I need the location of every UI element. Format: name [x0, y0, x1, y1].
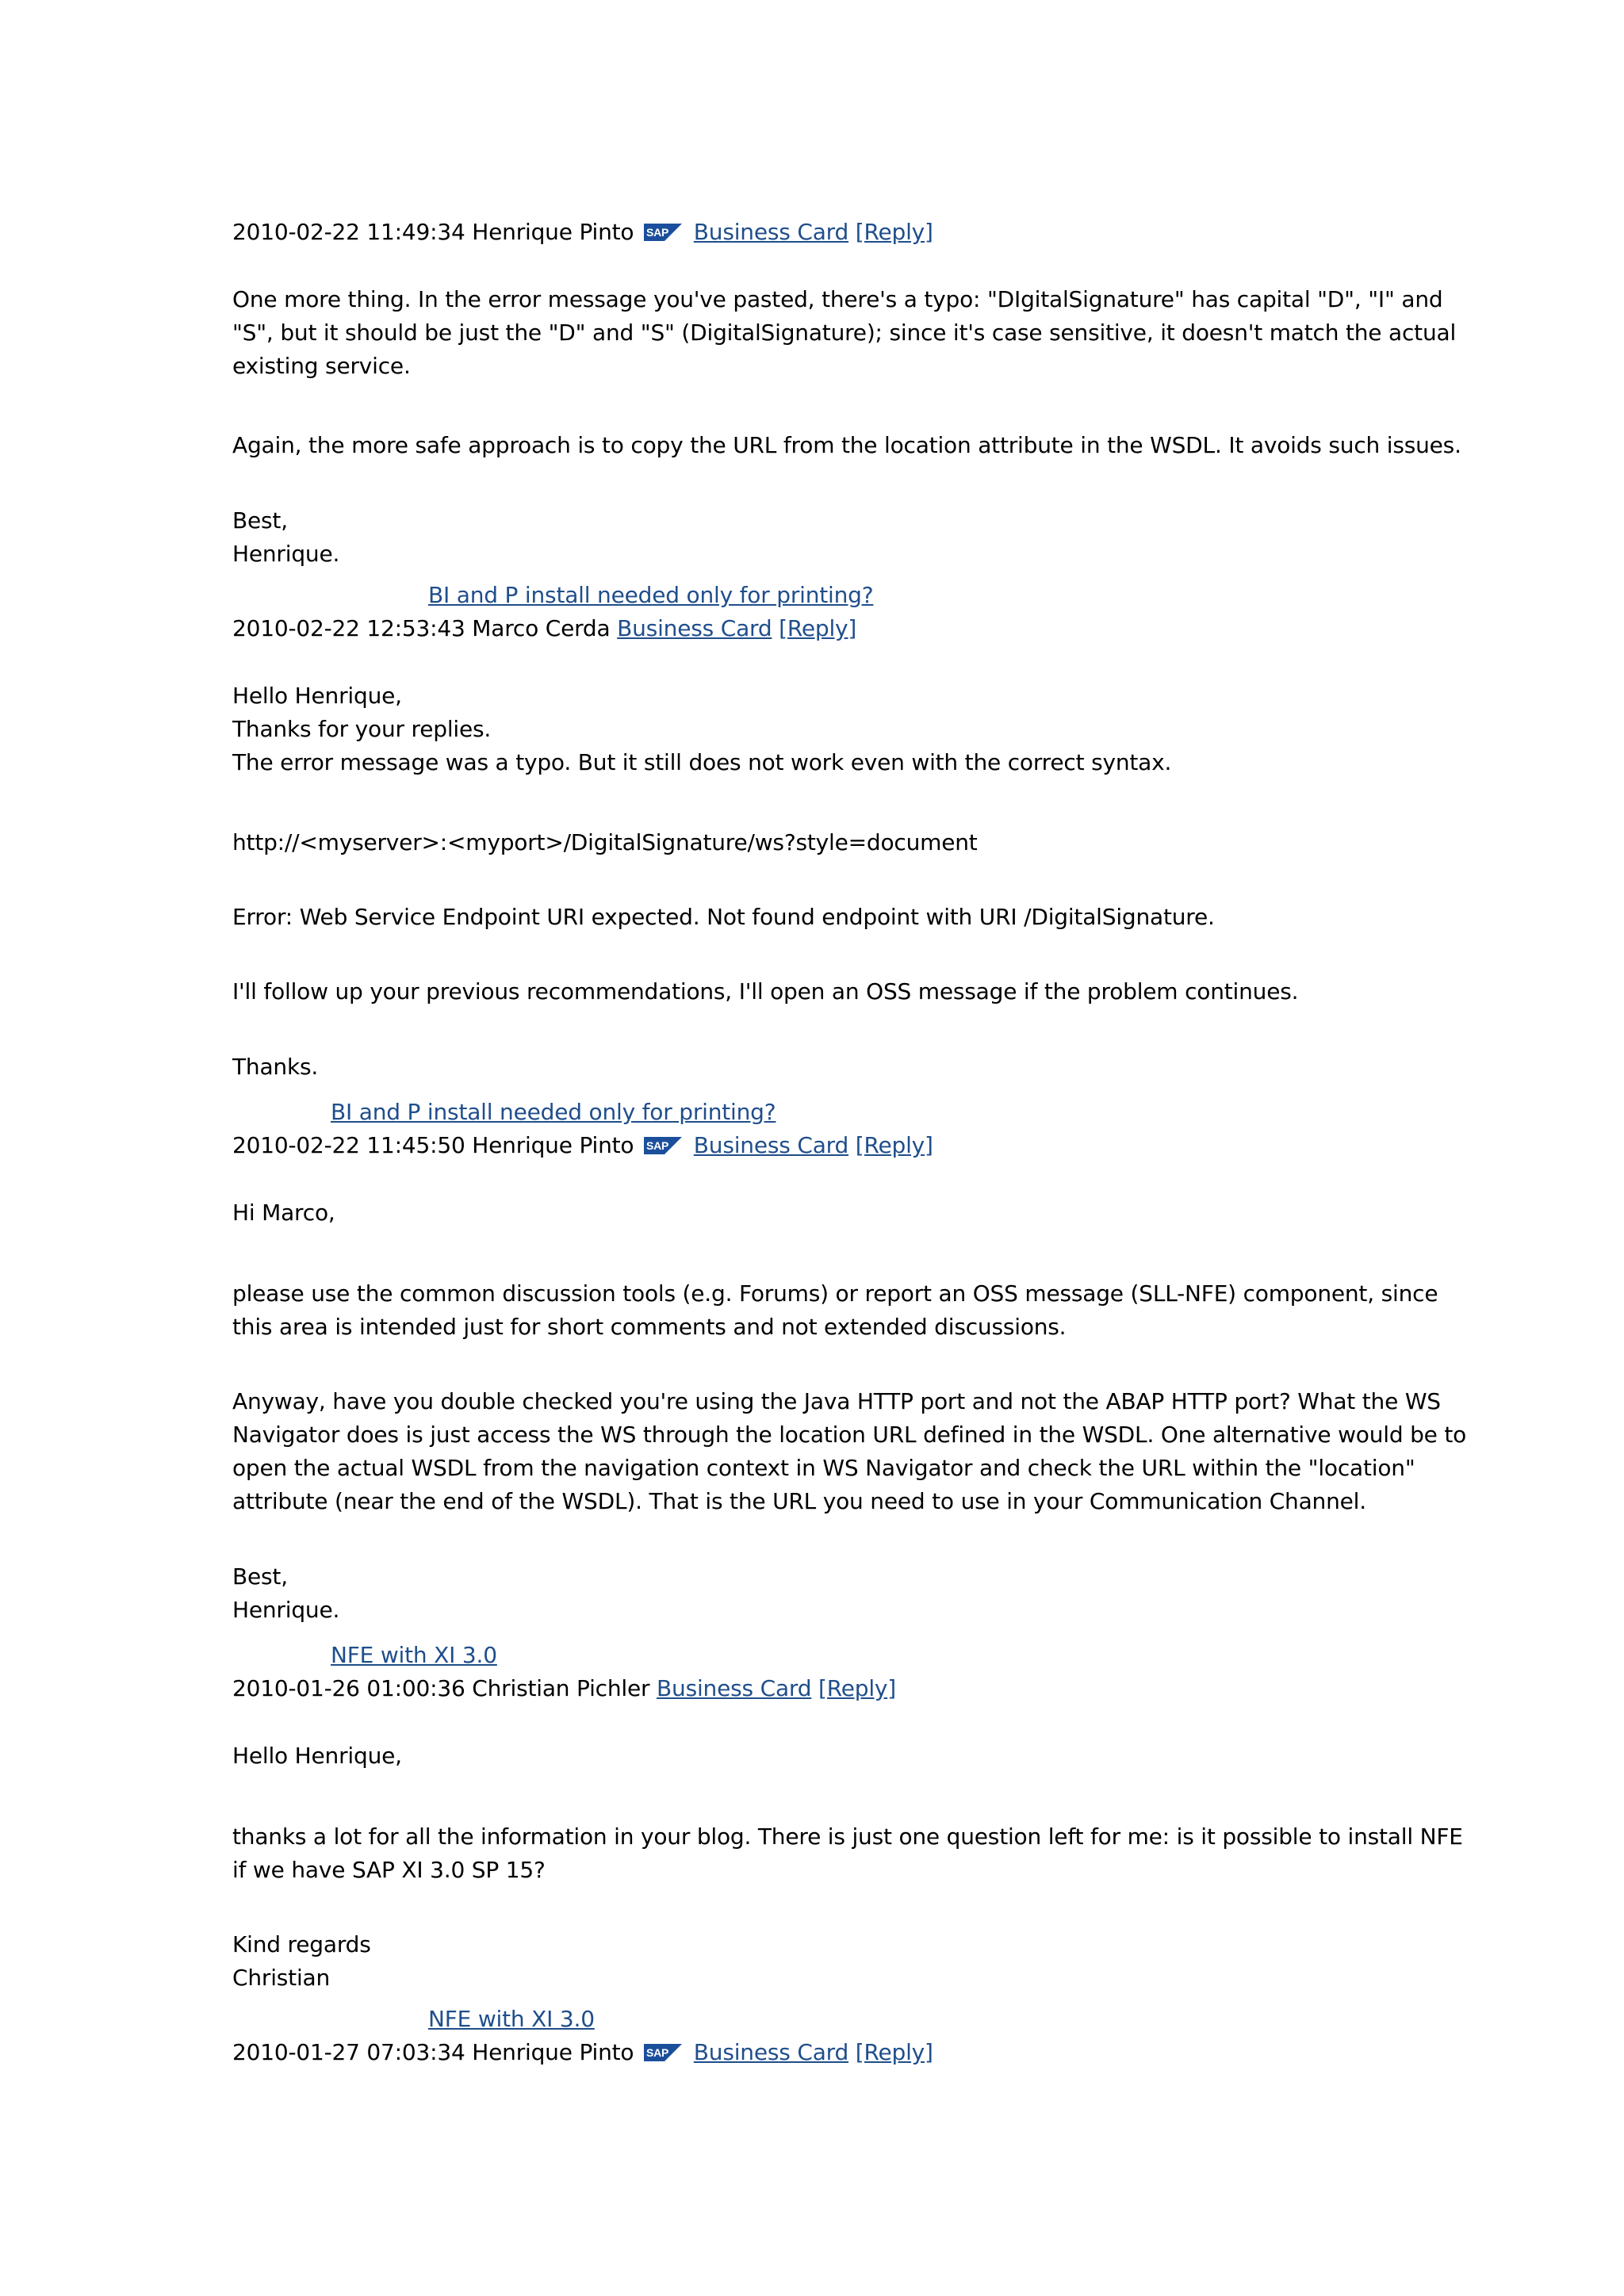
comment-body-line: existing service.: [232, 353, 411, 379]
comment-header: [232, 1672, 896, 1705]
reply-link[interactable]: [Reply]: [818, 1675, 897, 1701]
comment-author: Henrique Pinto: [472, 2039, 634, 2065]
comment-body-line: this area is intended just for short comments and not extended discussions.: [232, 1314, 1067, 1340]
business-card-link[interactable]: Business Card: [693, 219, 849, 245]
comment-body-line: please use the common discussion tools (e.g. Forums) or report an OSS message (SLL-NFE) component, since: [232, 1280, 1438, 1307]
reply-link[interactable]: [Reply]: [855, 1132, 933, 1158]
comment-header: [232, 2036, 933, 2069]
comment-author: Christian Pichler: [472, 1675, 650, 1701]
reply-link[interactable]: [Reply]: [779, 615, 857, 641]
business-card-link[interactable]: Business Card: [657, 1675, 812, 1701]
comment-body-line: Thanks for your replies.: [232, 716, 492, 742]
reply-link[interactable]: [Reply]: [855, 2039, 933, 2065]
comment-body-line: Hi Marco,: [232, 1200, 335, 1226]
comment-author: Henrique Pinto: [472, 1132, 634, 1158]
comment-body-line: Henrique.: [232, 1597, 340, 1623]
svg-text:SAP: SAP: [646, 226, 669, 239]
business-card-link[interactable]: Business Card: [693, 1132, 849, 1158]
svg-text:SAP: SAP: [646, 2046, 669, 2059]
comment-header: [232, 216, 933, 249]
comment-body-line: The error message was a typo. But it still does not work even with the correct syntax.: [232, 749, 1172, 775]
comment-body-line: Christian: [232, 1965, 331, 1991]
comment-date: 2010-02-22 11:45:50: [232, 1132, 465, 1158]
sap-logo-icon: [644, 1137, 682, 1154]
comment-body-line: Best,: [232, 507, 288, 534]
sap-logo-icon: [644, 2044, 682, 2061]
thread-title-link[interactable]: BI and P install needed only for printing?: [428, 582, 874, 608]
comment-author: Henrique Pinto: [472, 219, 634, 245]
comment-body-line: Kind regards: [232, 1931, 371, 1957]
comment-body-line: attribute (near the end of the WSDL). That is the URL you need to use in your Communication Channel.: [232, 1488, 1366, 1514]
svg-text:SAP: SAP: [646, 1139, 669, 1152]
comment-header: [232, 612, 856, 645]
comment-header: [232, 1129, 933, 1162]
comment-date: 2010-02-22 12:53:43: [232, 615, 465, 641]
thread-title-link[interactable]: NFE with XI 3.0: [428, 2006, 595, 2032]
comment-body-line: thanks a lot for all the information in your blog. There is just one question left for me: is it possible to install NFE: [232, 1823, 1463, 1850]
comment-body-line: Thanks.: [232, 1054, 319, 1080]
comment-body-line: Hello Henrique,: [232, 683, 402, 709]
comment-body-line: One more thing. In the error message you've pasted, there's a typo: "DIgitalSignature" has capital "D", "I" and: [232, 286, 1443, 312]
comment-date: 2010-01-26 01:00:36: [232, 1675, 465, 1701]
comment-body-line: Navigator does is just access the WS through the location URL defined in the WSDL. One alternative would be to: [232, 1422, 1467, 1448]
reply-link[interactable]: [Reply]: [855, 219, 933, 245]
business-card-link[interactable]: Business Card: [617, 615, 772, 641]
comment-body-line: "S", but it should be just the "D" and "S" (DigitalSignature); since it's case sensitive, it doesn't match the actual: [232, 320, 1457, 346]
comment-author: Marco Cerda: [472, 615, 611, 641]
thread-title-link[interactable]: BI and P install needed only for printing?: [331, 1099, 776, 1125]
comment-body-line: Henrique.: [232, 541, 340, 567]
comment-date: 2010-02-22 11:49:34: [232, 219, 465, 245]
thread-title-link[interactable]: NFE with XI 3.0: [331, 1642, 497, 1668]
comment-body-line: http://<myserver>:<myport>/DigitalSignature/ws?style=document: [232, 829, 978, 855]
comment-body-line: if we have SAP XI 3.0 SP 15?: [232, 1857, 546, 1883]
comment-body-line: Hello Henrique,: [232, 1743, 402, 1769]
business-card-link[interactable]: Business Card: [693, 2039, 849, 2065]
comment-body-line: Best,: [232, 1563, 288, 1590]
comment-date: 2010-01-27 07:03:34: [232, 2039, 465, 2065]
comment-body-line: I'll follow up your previous recommendations, I'll open an OSS message if the problem continues.: [232, 978, 1299, 1004]
comment-body-line: Error: Web Service Endpoint URI expected. Not found endpoint with URI /DigitalSignature.: [232, 904, 1215, 930]
comment-body-line: open the actual WSDL from the navigation context in WS Navigator and check the URL within the "location": [232, 1455, 1415, 1481]
comment-body-line: Anyway, have you double checked you're using the Java HTTP port and not the ABAP HTTP port? What the WS: [232, 1388, 1441, 1414]
sap-logo-icon: [644, 224, 682, 241]
comment-body-line: Again, the more safe approach is to copy the URL from the location attribute in the WSDL. It avoids such issues.: [232, 432, 1461, 458]
